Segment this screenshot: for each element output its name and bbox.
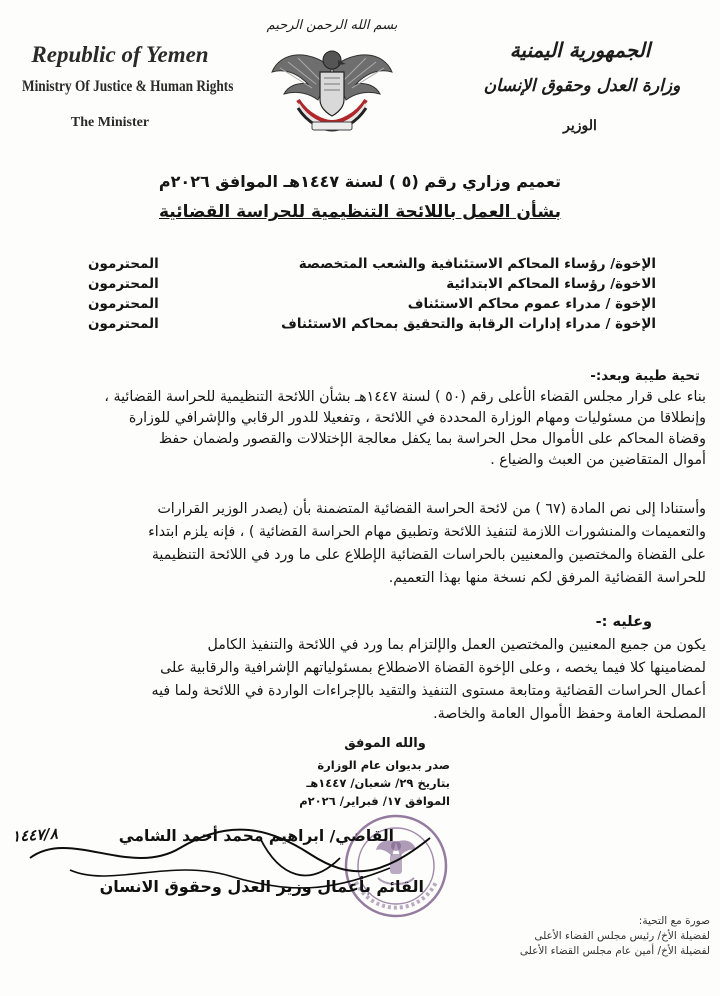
paragraph-line: أعمال الحراسات القضائية ومتابعة مستوى التنفيذ والتقيد بالإجراءات الواردة في اللائحة ولما فيه	[151, 683, 706, 699]
basmala: بسم الله الرحمن الرحيم	[266, 18, 398, 33]
circular-subject: بشأن العمل باللائحة التنظيمية للحراسة القضائية	[159, 202, 561, 222]
letterhead-en-office: The Minister	[70, 115, 150, 130]
paragraph-line: المصلحة العامة وحفظ الأموال العامة والخاصة.	[433, 706, 706, 722]
paragraph-directive	[16, 634, 706, 726]
copies-item: لفضيلة الأخ/ أمين عام مجلس القضاء الأعلى	[519, 945, 710, 957]
letterhead-ar-office: الوزير	[563, 118, 597, 134]
addressee-honorific: المحترمون	[88, 296, 159, 312]
signatory-position: القائم بأعمال وزير العدل وحقوق الانسان	[99, 877, 424, 896]
greeting: تحية طيبة وبعد:-	[590, 368, 700, 384]
paragraph-line: بناء على قرار مجلس القضاء الأعلى رقم (٥٠ ) لسنة ١٤٤٧هـ بشأن اللائحة التنظيمية للحراسة القضائية ،	[104, 389, 706, 405]
paragraph-line: يكون من جميع المعنيين والمختصين العمل والإلتزام بما ورد في اللائحة والتنفيذ الكامل	[207, 637, 706, 653]
addressee-row	[88, 256, 656, 276]
paragraph-article	[16, 498, 706, 590]
addressee-name: الإخوة / مدراء إدارات الرقابة والتحقيق بمحاكم الاستئناف	[281, 316, 656, 332]
addressee-list	[88, 256, 656, 336]
paragraph-line: وقضاة المحاكم على الأموال محل الحراسة بما يكفل معالجة الإختلالات والقصور ولضمان حفظ	[158, 431, 706, 447]
paragraph-line: وإنطلاقا من مسئوليات ومهام الوزارة المحددة في اللائحة ، وتفعيلا للدور الرقابي والإشرافي للوزارة	[128, 410, 706, 426]
copies-label: صورة مع التحية:	[638, 915, 710, 927]
addressee-row	[88, 316, 656, 336]
addressee-honorific: المحترمون	[88, 256, 159, 272]
addressee-name: الإخوة/ رؤساء المحاكم الاستئنافية والشعب المتخصصة	[298, 256, 656, 272]
letterhead-en-country: Republic of Yemen	[31, 42, 209, 67]
paragraph-decision	[16, 387, 706, 471]
signatory-name: القاضي/ ابراهيم محمد أحمد الشامي	[118, 827, 394, 845]
addressee-honorific: المحترمون	[88, 276, 159, 292]
letterhead-en-ministry: Ministry Of Justice & Human Rights	[22, 78, 234, 95]
paragraph-line: لمضامينها كلا فيما يخصه ، وعلى الإخوة القضاة الاضطلاع بمسئولياتهم الإشرافية والرقابية على	[160, 660, 706, 676]
circular-title: تعميم وزاري رقم (٥ ) لسنة ١٤٤٧هـ الموافق ٢٠٢٦م	[158, 172, 562, 191]
letterhead-ar-country: الجمهورية اليمنية	[509, 38, 651, 62]
paragraph-line: أموال المتقاضين من العبث والضياع .	[490, 452, 706, 468]
closing-date-greg: الموافق ١٧/ فبراير/ ٢٠٢٦م	[299, 794, 450, 808]
closing-allah: والله الموفق	[344, 736, 426, 751]
paragraph-line: للحراسة القضائية المرفق لكم نسخة منها بهذا التعميم.	[388, 570, 706, 586]
paragraph-line: على القضاة والمختصين والمعنيين بالحراسات القضائية الإطلاع على ما ورد في اللائحة التنظيمية	[151, 547, 706, 563]
copies-item: لفضيلة الأخ/ رئيس مجلس القضاء الأعلى	[534, 930, 710, 942]
paragraph-line: وأستنادا إلى نص المادة (٦٧ ) من لائحة الحراسة القضائية المتضمنة بأن (يصدر الوزير القرارات	[157, 501, 706, 517]
paragraph-line: والتعميمات والمنشورات اللازمة لتنفيذ اللائحة وتطبيق مهام الحراسة القضائية ) ، فإنه يلزم ابتداء	[148, 524, 706, 540]
closing-date-hijri: بتاريخ ٢٩/ شعبان/ ١٤٤٧هـ	[306, 776, 450, 790]
addressee-name: الإخوة / مدراء عموم محاكم الاستئناف	[407, 296, 656, 312]
addressee-honorific: المحترمون	[88, 316, 159, 332]
addressee-name: الاخوة/ رؤساء المحاكم الابتدائية	[446, 276, 656, 292]
therefore-heading: وعليه :-	[595, 614, 652, 630]
eagle-emblem-icon	[268, 38, 396, 134]
closing-issued: صدر بديوان عام الوزارة	[317, 758, 450, 772]
addressee-row	[88, 296, 656, 316]
letterhead-ar-ministry: وزارة العدل وحقوق الإنسان	[483, 76, 681, 96]
handwritten-note: ١٤٤٧/٨	[11, 824, 59, 846]
addressee-row	[88, 276, 656, 296]
